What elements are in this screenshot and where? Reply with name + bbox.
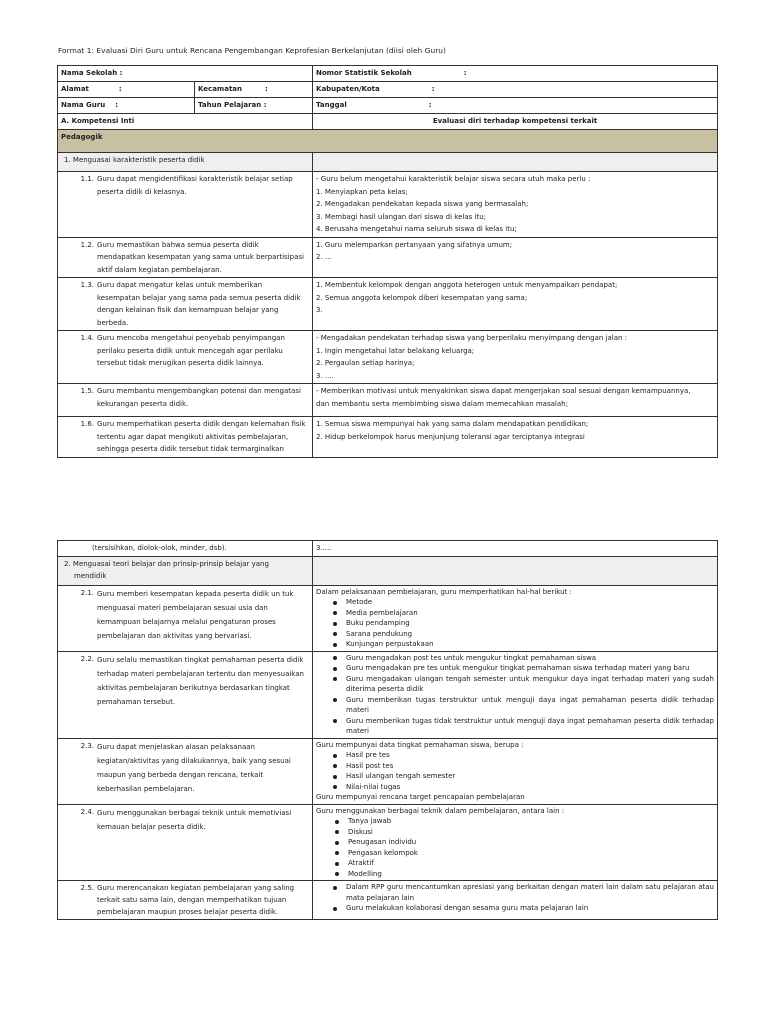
item-2-1-competency: 2.1. Guru memberi kesempatan kepada peserta didik un tuk menguasai materi pembelajaran sesuai usia dan kemampuan belajarnya melalui pengaturan proses pembelajaran dan aktivitas yang bervariasi.	[58, 585, 313, 651]
evaluation-table-page-2	[57, 540, 718, 920]
list-item: Sarana pendukung	[346, 629, 714, 640]
list-item: Kunjungan perpustakaan	[346, 639, 714, 650]
list-item: Hasil pre tes	[346, 750, 714, 761]
item-2-3-competency: 2.3. Guru dapat menjelaskan alasan pelaksanaan kegiatan/aktivitas yang dilakukannya, baik yang sesuai maupun yang berbeda dengan rencana, terkait keberhasilan pembelajaran.	[58, 738, 313, 804]
item-1-5-competency: 1.5. Guru membantu mengembangkan potensi dan mengatasi kekurangan peserta didik.	[58, 384, 313, 417]
tahun-pelajaran-cell: Tahun Pelajaran :	[195, 98, 313, 114]
item-1-6-evaluation: 1. Semua siswa mempunyai hak yang sama dalam mendapatkan pendidikan; 2. Hidup berkelompok harus menjunjung toleransi agar terciptanya integrasi	[313, 417, 718, 458]
item-1-6-competency: 1.6. Guru memperhatikan peserta didik dengan kelemahan fisik tertentu agar dapat mengikuti aktivitas pembelajaran, sehingga peserta didik tersebut tidak termarginalkan	[58, 417, 313, 458]
list-item: Guru memberikan tugas tidak terstruktur untuk menguji daya ingat pemahaman peserta didik terhadap materi	[346, 716, 714, 735]
pedagogik-header: Pedagogik	[58, 130, 718, 153]
section-2-eval-empty	[313, 556, 718, 585]
nama-sekolah-cell: Nama Sekolah :	[58, 66, 313, 82]
continued-competency: (tersisihkan, diolok-olok, minder, dsb).	[58, 541, 313, 557]
list-item: Atraktif	[348, 858, 714, 869]
list-item: Pengasan kelompok	[348, 848, 714, 859]
item-1-5-evaluation: - Memberikan motivasi untuk menyakinkan siswa dapat mengerjakan soal sesuai dengan kemampuannya, dan membantu serta membimbing siswa dalam memecahkan masalah;	[313, 384, 718, 417]
list-item: Guru melakukan kolaborasi dengan sesama guru mata pelajaran lain	[346, 903, 714, 914]
list-item: Media pembelajaran	[346, 608, 714, 619]
list-item: Metode	[346, 597, 714, 608]
kompetensi-inti-header: A. Kompetensi Inti	[58, 114, 313, 130]
item-1-1-evaluation: - Guru belum mengetahui karakteristik belajar siswa secara utuh maka perlu : 1. Menyiapkan peta kelas; 2. Mengadakan pendekatan kepada siswa yang bermasalah; 3. Membagi hasil ulangan dari siswa di kelas itu; 4. Berusaha mengetahui nama seluruh siswa di kelas itu;	[313, 172, 718, 238]
list-item: Hasil post tes	[346, 761, 714, 772]
item-2-2-evaluation	[313, 651, 718, 738]
item-1-4-competency: 1.4. Guru mencoba mengetahui penyebab penyimpangan perilaku peserta didik untuk mencegah agar perilaku tersebut tidak merugikan peserta didik lainnya.	[58, 331, 313, 384]
item-1-2-competency: 1.2. Guru memastikan bahwa semua peserta didik mendapatkan kesempatan yang sama untuk berpartisipasi aktif dalam kegiatan pembelajaran.	[58, 237, 313, 278]
list-item: Guru mengadakan pre tes untuk mengukur tingkat pemahaman siswa terhadap materi yang baru	[346, 663, 714, 674]
nama-guru-cell: Nama Guru :	[58, 98, 195, 114]
item-2-1-evaluation: Dalam pelaksanaan pembelajaran, guru memperhatikan hal-hal berikut : Metode Media pembelajaran Buku pendamping Sarana pendukung Kunjungan perpustakaan	[313, 585, 718, 651]
list-item: Penugasan individu	[348, 837, 714, 848]
list-item: Buku pendamping	[346, 618, 714, 629]
evaluation-table-page-1	[57, 65, 718, 458]
kabupaten-cell: Kabupaten/Kota :	[313, 82, 718, 98]
item-2-3-evaluation: Guru mempunyai data tingkat pemahaman siswa, berupa : Hasil pre tes Hasil post tes Hasil ulangan tengah semester Nilai-nilai tugas Guru mempunyai rencana target pencapaian pembelajaran	[313, 738, 718, 804]
list-item: Modelling	[348, 869, 714, 880]
item-2-5-evaluation	[313, 881, 718, 920]
list-item: Guru memberikan tugas terstruktur untuk menguji daya ingat pemahaman peserta didik terhadap materi	[346, 695, 714, 714]
item-1-3-evaluation: 1. Membentuk kelompok dengan anggota heterogen untuk menyampaikan pendapat; 2. Semua anggota kelompok diberi kesempatan yang sama; 3.	[313, 278, 718, 331]
item-1-4-evaluation: - Mengadakan pendekatan terhadap siswa yang berperilaku menyimpang dengan jalan : 1. Ingin mengetahui latar belakang keluarga; 2. Pergaulan setiap harinya; 3. ....	[313, 331, 718, 384]
tanggal-cell: Tanggal :	[313, 98, 718, 114]
section-2-title: 2. Menguasai teori belajar dan prinsip-prinsip belajar yang mendidik	[58, 556, 313, 585]
item-2-4-evaluation: Guru menggunakan berbagai teknik dalam pembelajaran, antara lain : Tanya jawab Diskusi Penugasan individu Pengasan kelompok Atraktif Modelling	[313, 804, 718, 881]
alamat-cell: Alamat :	[58, 82, 195, 98]
section-1-eval-empty	[313, 153, 718, 172]
form-caption: Format 1: Evaluasi Diri Guru untuk Rencana Pengembangan Keprofesian Berkelanjutan (diisi oleh Guru)	[58, 46, 446, 55]
list-item: Guru mengadakan ulangan tengah semester untuk mengukur daya ingat terhadap materi yang sudah diterima peserta didik	[346, 674, 714, 693]
nomor-statistik-cell: Nomor Statistik Sekolah :	[313, 66, 718, 82]
list-item: Diskusi	[348, 827, 714, 838]
item-1-1-competency: 1.1. Guru dapat mengidentifikasi karakteristik belajar setiap peserta didik di kelasnya.	[58, 172, 313, 238]
evaluasi-diri-header: Evaluasi diri terhadap kompetensi terkait	[313, 114, 718, 130]
list-item: Hasil ulangan tengah semester	[346, 771, 714, 782]
section-1-title: 1. Menguasai karakteristik peserta didik	[58, 153, 313, 172]
item-2-5-competency: 2.5. Guru merencanakan kegiatan pembelajaran yang saling terkait satu sama lain, dengan memperhatikan tujuan pembelajaran maupun proses belajar peserta didik.	[58, 881, 313, 920]
list-item: Tanya jawab	[348, 816, 714, 827]
item-1-2-evaluation: 1. Guru melemparkan pertanyaan yang sifatnya umum; 2. ...	[313, 237, 718, 278]
kecamatan-cell: Kecamatan :	[195, 82, 313, 98]
item-2-2-competency: 2.2. Guru selalu memastikan tingkat pemahaman peserta didik terhadap materi pembelajaran tertentu dan menyesuaikan aktivitas pembelajaran berikutnya berdasarkan tingkat pemahaman tersebut.	[58, 651, 313, 738]
item-2-4-competency: 2.4. Guru menggunakan berbagai teknik untuk memotiviasi kemauan belajar peserta didik.	[58, 804, 313, 881]
item-1-3-competency: 1.3. Guru dapat mengatur kelas untuk memberikan kesempatan belajar yang sama pada semua peserta didik dengan kelainan fisik dan kemampuan belajar yang berbeda.	[58, 278, 313, 331]
continued-evaluation: 3.....	[313, 541, 718, 557]
list-item: Nilai-nilai tugas	[346, 782, 714, 793]
list-item: Dalam RPP guru mencantumkan apresiasi yang berkaitan dengan materi lain dalam satu pelajaran atau mata pelajaran lain	[346, 883, 714, 902]
list-item: Guru mengadakan post tes untuk mengukur tingkat pemahaman siswa	[346, 653, 714, 664]
